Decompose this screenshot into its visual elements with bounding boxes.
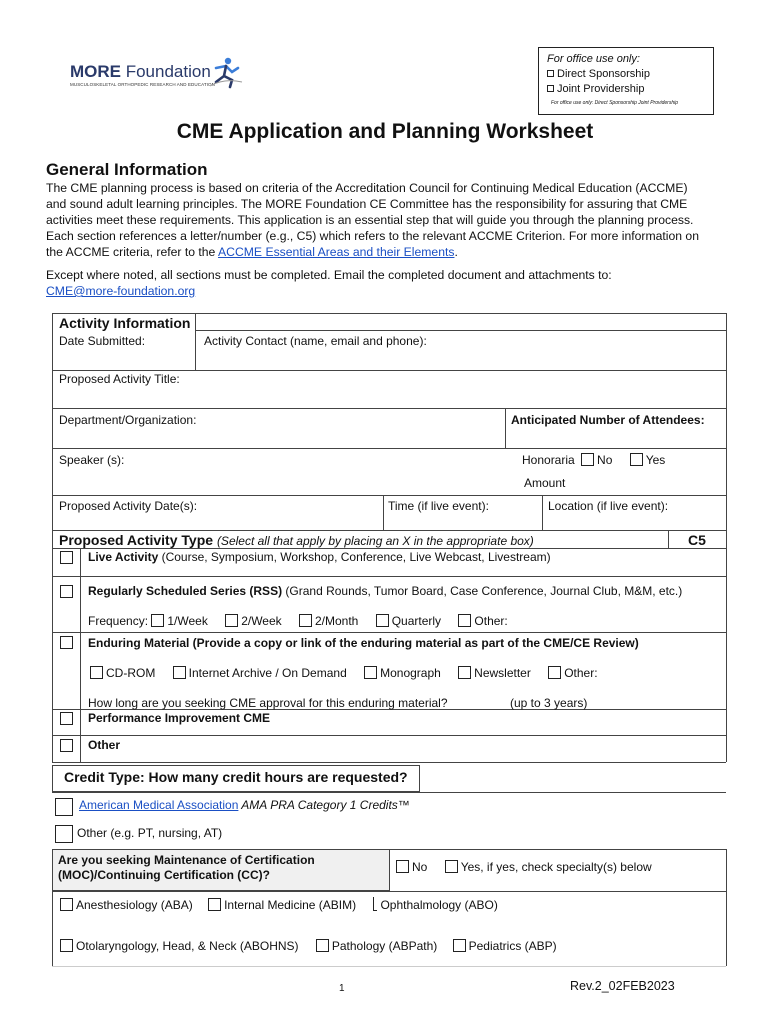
office-option-label: Direct Sponsorship bbox=[557, 68, 650, 80]
paragraph-line: activities meet these requirements. This application is an essential step that will guide you through the planning process. bbox=[46, 213, 694, 227]
punctuation: . bbox=[454, 245, 458, 259]
other-credit-checkbox[interactable] bbox=[55, 825, 73, 843]
logo bbox=[70, 62, 245, 94]
live-activity-title: Live Activity bbox=[88, 550, 159, 564]
honoraria-no-label: No bbox=[597, 453, 613, 467]
specialty-checkbox[interactable] bbox=[60, 898, 73, 911]
office-option[interactable] bbox=[547, 68, 650, 80]
ama-credit-checkbox[interactable] bbox=[55, 798, 73, 816]
section-heading-general: General Information bbox=[46, 160, 208, 179]
frequency-option: 2/Week bbox=[241, 614, 282, 628]
page-title: CME Application and Planning Worksheet bbox=[176, 120, 594, 143]
honoraria-label: Honoraria bbox=[522, 453, 575, 467]
enduring-option-checkbox[interactable] bbox=[173, 666, 186, 679]
other-type-checkbox[interactable] bbox=[60, 739, 73, 752]
other-credit-label: Other (e.g. PT, nursing, AT) bbox=[77, 826, 223, 840]
frequency-checkbox[interactable] bbox=[299, 614, 312, 627]
section-heading-activity: Activity Information bbox=[59, 315, 191, 331]
logo-name-bold: MORE bbox=[70, 62, 121, 81]
office-option-label: Joint Providership bbox=[557, 83, 645, 95]
enduring-option-checkbox[interactable] bbox=[458, 666, 471, 679]
live-activity-label bbox=[88, 550, 551, 564]
moc-question bbox=[58, 853, 315, 883]
email-link[interactable]: CME@more-foundation.org bbox=[46, 284, 196, 298]
accme-elements-link[interactable]: ACCME Essential Areas and their Elements bbox=[218, 245, 455, 259]
frequency-option: 1/Week bbox=[167, 614, 208, 628]
enduring-option-checkbox[interactable] bbox=[364, 666, 377, 679]
logo-name: Foundation bbox=[121, 62, 211, 81]
frequency-option: Quarterly bbox=[391, 614, 442, 628]
activity-contact-field[interactable]: Activity Contact (name, email and phone): bbox=[204, 334, 427, 348]
enduring-option-checkbox[interactable] bbox=[90, 666, 103, 679]
specialty-label: Otolaryngology, Head, & Neck (ABOHNS) bbox=[76, 939, 299, 953]
paragraph-line: Each section references a letter/number (e.g., C5) which refers to the relevant ACCME Criterion. For more information on bbox=[46, 229, 699, 243]
date-submitted-field[interactable]: Date Submitted: bbox=[59, 334, 146, 348]
enduring-option-checkbox[interactable] bbox=[548, 666, 561, 679]
ama-credit-label bbox=[79, 798, 410, 812]
performance-checkbox[interactable] bbox=[60, 712, 73, 725]
moc-no-label: No bbox=[412, 860, 428, 874]
activity-dates-field[interactable]: Proposed Activity Date(s): bbox=[59, 499, 198, 513]
enduring-checkbox[interactable] bbox=[60, 636, 73, 649]
enduring-option: Monograph bbox=[380, 666, 441, 680]
frequency-group bbox=[88, 614, 508, 628]
attendees-field[interactable]: Anticipated Number of Attendees: bbox=[511, 413, 705, 427]
rss-desc: (Grand Rounds, Tumor Board, Case Conference, Journal Club, M&M, etc.) bbox=[282, 584, 683, 598]
moc-yes-label: Yes, if yes, check specialty(s) below bbox=[460, 860, 652, 874]
specialty-label: Ophthalmology (ABO) bbox=[380, 898, 498, 912]
enduring-option: Newsletter bbox=[474, 666, 531, 680]
paragraph-line: and sound adult learning principles. The MORE Foundation CE Committee has the responsibility for assuring that CME bbox=[46, 197, 688, 211]
except-line: Except where noted, all sections must be completed. Email the completed document and attachments to: bbox=[46, 268, 612, 282]
frequency-checkbox[interactable] bbox=[458, 614, 471, 627]
paragraph-line: the ACCME criteria, refer to the bbox=[46, 245, 219, 259]
specialty-label: Pathology (ABPath) bbox=[331, 939, 438, 953]
frequency-label: Frequency: bbox=[88, 614, 149, 628]
rss-title: Regularly Scheduled Series (RSS) bbox=[88, 584, 283, 598]
criterion-code: C5 bbox=[688, 532, 706, 548]
specialty-checkbox[interactable] bbox=[316, 939, 329, 952]
moc-question-line: (MOC)/Continuing Certification (CC)? bbox=[58, 868, 270, 882]
enduring-duration-field[interactable]: How long are you seeking CME approval for this enduring material? bbox=[88, 696, 448, 710]
specialty-checkbox[interactable] bbox=[453, 939, 466, 952]
office-use-box bbox=[538, 47, 714, 115]
activity-title-field[interactable]: Proposed Activity Title: bbox=[59, 372, 180, 386]
moc-no-checkbox[interactable] bbox=[396, 860, 409, 873]
specialty-label: Pediatrics (ABP) bbox=[468, 939, 557, 953]
activity-type-title: Proposed Activity Type bbox=[59, 532, 214, 548]
time-field[interactable]: Time (if live event): bbox=[388, 499, 489, 513]
general-paragraph bbox=[46, 180, 736, 260]
specialty-checkbox[interactable] bbox=[373, 897, 377, 911]
office-option[interactable] bbox=[547, 83, 644, 95]
frequency-option: 2/Month bbox=[315, 614, 359, 628]
paragraph-line: The CME planning process is based on criteria of the Accreditation Council for Continuing Medical Education (ACCME) bbox=[46, 181, 688, 195]
specialty-row bbox=[60, 939, 557, 953]
ama-link[interactable]: American Medical Association bbox=[79, 798, 239, 812]
enduring-option: CD-ROM bbox=[106, 666, 156, 680]
moc-yes-checkbox[interactable] bbox=[445, 860, 458, 873]
enduring-options-group bbox=[90, 666, 598, 680]
checkbox-icon[interactable] bbox=[547, 70, 554, 77]
other-type-label: Other bbox=[88, 738, 121, 752]
activity-type-instruction: (Select all that apply by placing an X in the appropriate box) bbox=[216, 534, 534, 548]
activity-type-heading bbox=[59, 532, 534, 548]
honoraria-yes-checkbox[interactable] bbox=[630, 453, 643, 466]
revision-label: Rev.2_02FEB2023 bbox=[570, 979, 675, 993]
office-use-heading: For office use only: bbox=[547, 53, 640, 65]
specialty-label: Internal Medicine (ABIM) bbox=[224, 898, 357, 912]
honoraria-group bbox=[522, 453, 665, 467]
performance-label: Performance Improvement CME bbox=[88, 711, 271, 725]
enduring-option: Internet Archive / On Demand bbox=[188, 666, 347, 680]
ama-credit-desc: AMA PRA Category 1 Credits™ bbox=[238, 798, 410, 812]
department-field[interactable]: Department/Organization: bbox=[59, 413, 197, 427]
specialty-row bbox=[60, 897, 498, 912]
page-number: 1 bbox=[339, 983, 345, 994]
rss-checkbox[interactable] bbox=[60, 585, 73, 598]
checkbox-icon[interactable] bbox=[547, 85, 554, 92]
live-activity-checkbox[interactable] bbox=[60, 551, 73, 564]
enduring-duration-note: (up to 3 years) bbox=[510, 696, 588, 710]
enduring-option: Other: bbox=[564, 666, 598, 680]
office-note: For office use only: Direct Sponsorship Joint Providership bbox=[551, 100, 679, 106]
credit-type-heading: Credit Type: How many credit hours are requested? bbox=[64, 769, 408, 785]
moc-question-line: Are you seeking Maintenance of Certification bbox=[58, 853, 315, 867]
honoraria-no-checkbox[interactable] bbox=[581, 453, 594, 466]
specialty-checkbox[interactable] bbox=[60, 939, 73, 952]
honoraria-yes-label: Yes bbox=[645, 453, 666, 467]
enduring-label: Enduring Material (Provide a copy or link of the enduring material as part of the CME/CE Review) bbox=[88, 636, 639, 650]
specialty-checkbox[interactable] bbox=[208, 898, 221, 911]
frequency-checkbox[interactable] bbox=[225, 614, 238, 627]
live-activity-desc: (Course, Symposium, Workshop, Conference, Live Webcast, Livestream) bbox=[158, 550, 551, 564]
speakers-field[interactable]: Speaker (s): bbox=[59, 453, 125, 467]
specialty-label: Anesthesiology (ABA) bbox=[76, 898, 193, 912]
rss-label bbox=[88, 584, 682, 598]
frequency-checkbox[interactable] bbox=[151, 614, 164, 627]
frequency-option: Other: bbox=[474, 614, 508, 628]
location-field[interactable]: Location (if live event): bbox=[548, 499, 669, 513]
logo-tagline: MUSCULOSKELETAL ORTHOPEDIC RESEARCH AND EDUCATION bbox=[70, 82, 216, 87]
amount-field[interactable]: Amount bbox=[524, 476, 566, 490]
frequency-checkbox[interactable] bbox=[376, 614, 389, 627]
moc-answer-group bbox=[396, 860, 652, 874]
runner-logo-icon bbox=[208, 56, 244, 90]
